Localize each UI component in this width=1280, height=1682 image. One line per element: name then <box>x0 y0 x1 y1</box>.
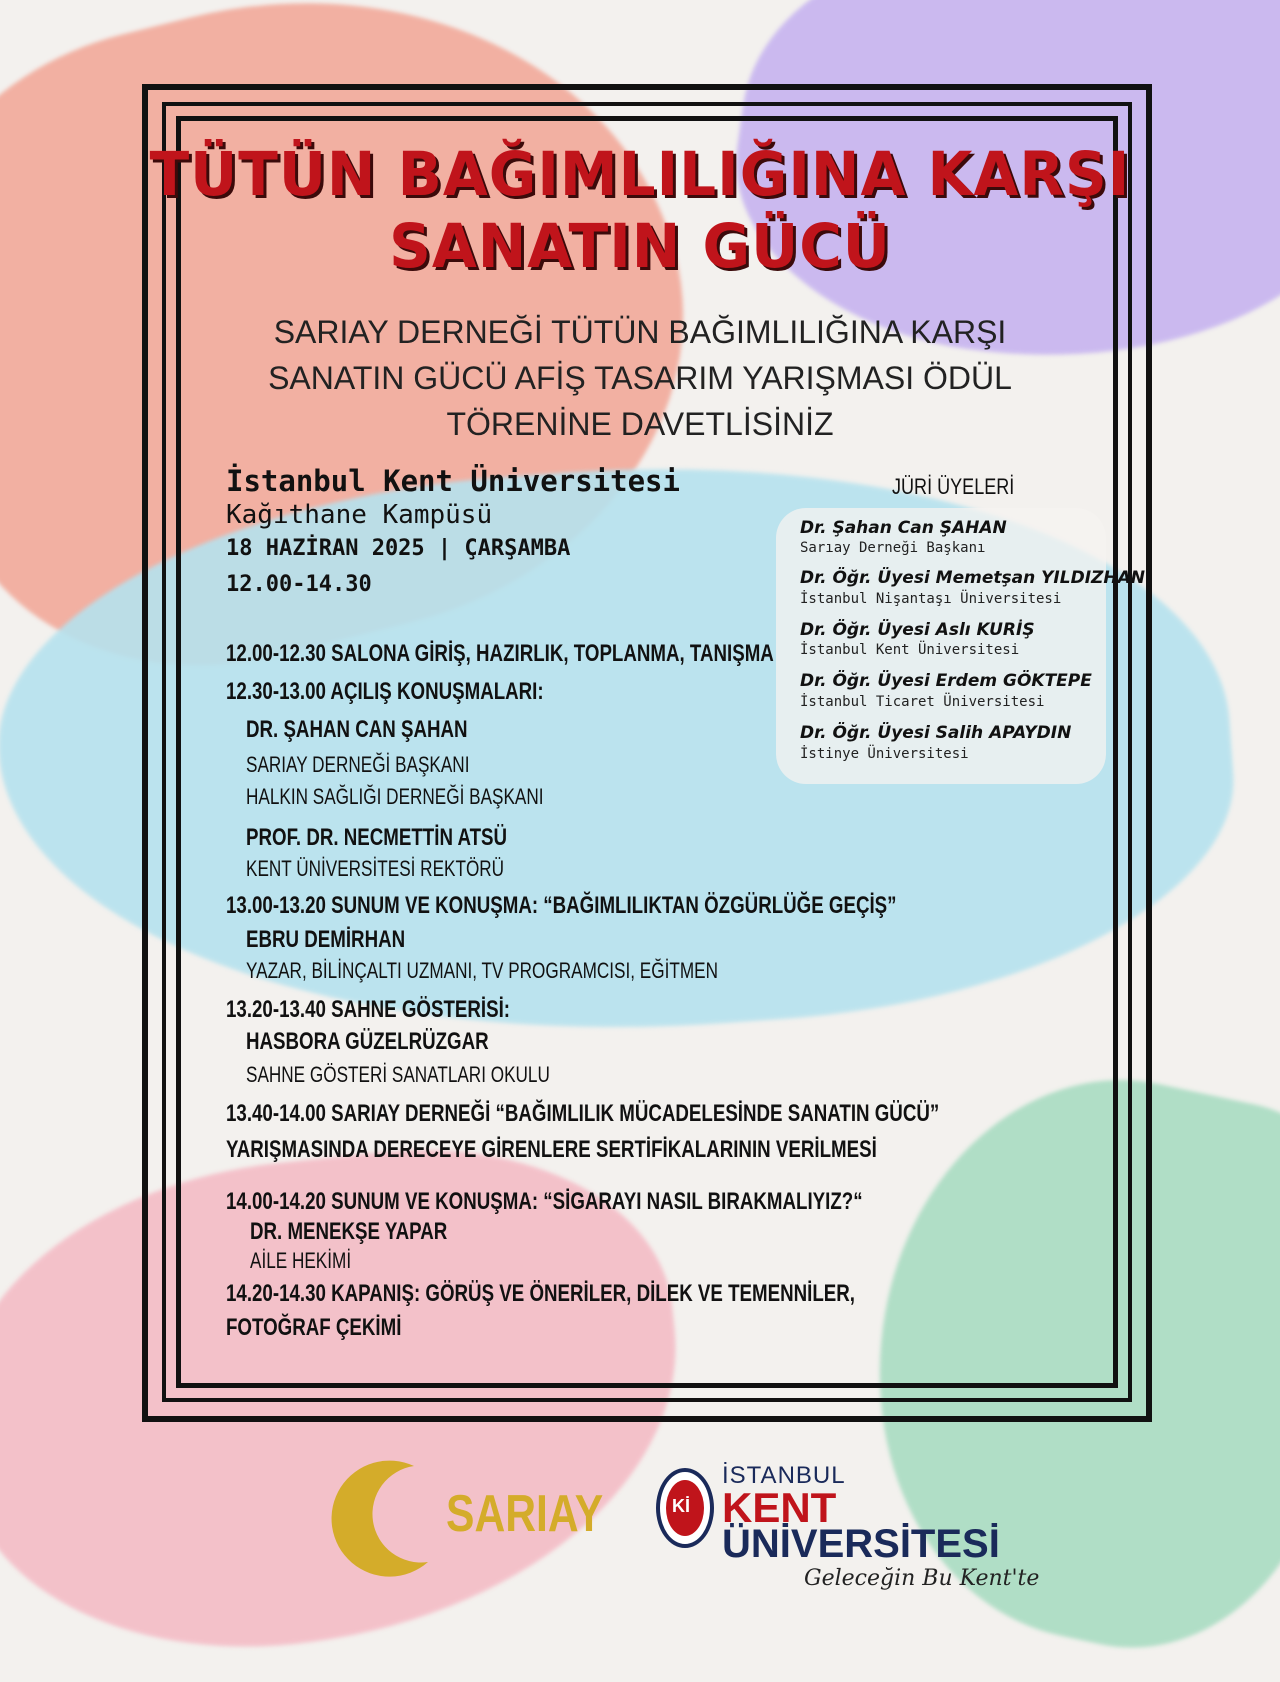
jury-member-3-name: Dr. Öğr. Üyesi Aslı KURİŞ <box>800 620 1035 640</box>
event-date: 18 HAZİRAN 2025 | ÇARŞAMBA <box>226 536 571 561</box>
schedule-item-3: 13.00-13.20 SUNUM VE KONUŞMA: “BAĞIMLILIKTAN ÖZGÜRLÜĞE GEÇİŞ” <box>226 892 897 919</box>
title-line-2: SANATIN GÜCÜ <box>389 210 891 282</box>
title-line-1: TÜTÜN BAĞIMLILIĞINA KARŞI <box>149 138 1131 210</box>
jury-member-5-name: Dr. Öğr. Üyesi Salih APAYDIN <box>800 723 1072 743</box>
kent-logo-badge-letters: Kİ <box>672 1496 690 1516</box>
jury-title: JÜRİ ÜYELERİ <box>892 474 1015 499</box>
sariay-logo-text: SARIAY <box>446 1485 604 1543</box>
jury-member-2-affiliation: İstanbul Nişantaşı Üniversitesi <box>800 591 1062 607</box>
kent-logo-istanbul: İSTANBUL <box>722 1462 846 1489</box>
schedule-item-1: 12.00-12.30 SALONA GİRİŞ, HAZIRLIK, TOPLANMA, TANIŞMA <box>226 640 774 667</box>
speaker-role: SARIAY DERNEĞİ BAŞKANI <box>246 752 470 777</box>
jury-member-2-name: Dr. Öğr. Üyesi Memetşan YILDIZHAN <box>800 568 1145 588</box>
kent-logo-universitesi: ÜNİVERSİTESİ <box>722 1522 1000 1566</box>
schedule-item-7-line-2: FOTOĞRAF ÇEKİMİ <box>226 1314 402 1341</box>
jury-member-3-affiliation: İstanbul Kent Üniversitesi <box>800 642 1020 658</box>
subtitle-line-1: SARIAY DERNEĞİ TÜTÜN BAĞIMLILIĞINA KARŞI <box>273 314 1007 350</box>
schedule-item-5-line-1: 13.40-14.00 SARIAY DERNEĞİ “BAĞIMLILIK MÜCADELESİNDE SANATIN GÜCÜ” <box>226 1100 940 1127</box>
schedule-item-7-line-1: 14.20-14.30 KAPANIŞ: GÖRÜŞ VE ÖNERİLER, DİLEK VE TEMENNİLER, <box>226 1280 855 1307</box>
speaker-ebru-demirhan: EBRU DEMİRHAN <box>246 926 406 953</box>
schedule-item-6: 14.00-14.20 SUNUM VE KONUŞMA: “SİGARAYI NASIL BIRAKMALIYIZ?“ <box>226 1188 863 1215</box>
kent-logo-slogan: Geleceğin Bu Kent'te <box>804 1566 1040 1591</box>
venue-campus: Kağıthane Kampüsü <box>226 500 493 530</box>
jury-member-1-name: Dr. Şahan Can ŞAHAN <box>800 518 1007 538</box>
kent-logo-badge-icon <box>656 1468 714 1548</box>
speaker-necmettin-atsu: PROF. DR. NECMETTİN ATSÜ <box>246 824 508 851</box>
jury-member-1-affiliation: Sarıay Derneği Başkanı <box>800 540 986 556</box>
sariay-crescent-icon <box>318 1452 448 1582</box>
kent-logo-name: KENT <box>722 1484 837 1531</box>
speaker-role: SAHNE GÖSTERİ SANATLARI OKULU <box>246 1062 550 1087</box>
schedule-item-5-line-2: YARIŞMASINDA DERECEYE GİRENLERE SERTİFİKALARININ VERİLMESİ <box>226 1136 877 1163</box>
subtitle-line-3: TÖRENİNE DAVETLİSİNİZ <box>446 406 834 442</box>
schedule-item-2: 12.30-13.00 AÇILIŞ KONUŞMALARI: <box>226 678 544 705</box>
schedule-item-4: 13.20-13.40 SAHNE GÖSTERİSİ: <box>226 996 511 1023</box>
speaker-role: AİLE HEKİMİ <box>250 1248 352 1273</box>
jury-member-4-affiliation: İstanbul Ticaret Üniversitesi <box>800 694 1045 710</box>
jury-member-4-name: Dr. Öğr. Üyesi Erdem GÖKTEPE <box>800 671 1092 691</box>
venue-name: İstanbul Kent Üniversitesi <box>226 464 680 498</box>
speaker-role: HALKIN SAĞLIĞI DERNEĞİ BAŞKANI <box>246 784 544 809</box>
speaker-role: KENT ÜNİVERSİTESİ REKTÖRÜ <box>246 856 505 881</box>
jury-member-5-affiliation: İstinye Üniversitesi <box>800 746 969 762</box>
speaker-menekse-yapar: DR. MENEKŞE YAPAR <box>250 1218 448 1245</box>
event-time: 12.00-14.30 <box>226 572 372 597</box>
speaker-sahan-can-sahan: DR. ŞAHAN CAN ŞAHAN <box>246 716 468 743</box>
speaker-hasbora-guzelruzgar: HASBORA GÜZELRÜZGAR <box>246 1028 489 1055</box>
speaker-role: YAZAR, BİLİNÇALTI UZMANI, TV PROGRAMCISI, EĞİTMEN <box>246 958 718 983</box>
subtitle-line-2: SANATIN GÜCÜ AFİŞ TASARIM YARIŞMASI ÖDÜL <box>268 360 1012 396</box>
